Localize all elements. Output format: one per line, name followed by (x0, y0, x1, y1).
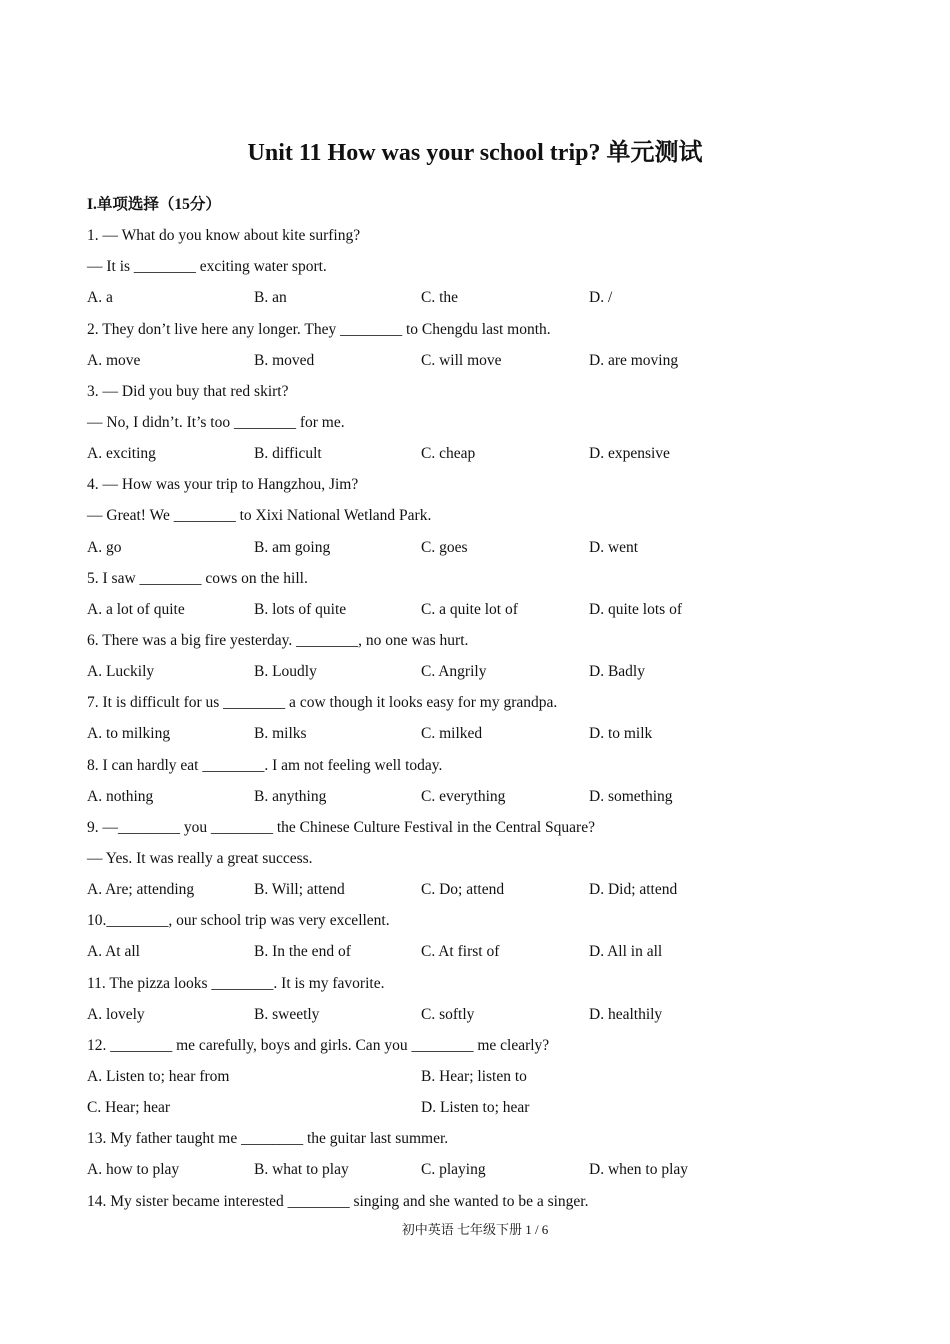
answer-option: D. went (589, 538, 639, 556)
answer-option: A. move (87, 351, 141, 369)
question-line: 9. —________ you ________ the Chinese Culture Festival in the Central Square? (87, 818, 595, 836)
answer-option: C. goes (421, 538, 468, 556)
answer-option: B. am going (254, 538, 331, 556)
answer-option: B. difficult (254, 445, 322, 463)
answer-option: A. nothing (87, 787, 154, 805)
question-line: — It is ________ exciting water sport. (87, 258, 327, 276)
answer-option: D. Did; attend (589, 881, 678, 899)
answer-option: C. At first of (421, 943, 500, 961)
answer-option: D. healthily (589, 1005, 663, 1023)
question-line: 6. There was a big fire yesterday. ________, no one was hurt. (87, 631, 469, 649)
answer-option: A. a lot of quite (87, 600, 185, 618)
answer-option: A. Listen to; hear from (87, 1067, 230, 1085)
answer-option: C. everything (421, 787, 506, 805)
answer-option: A. go (87, 538, 122, 556)
answer-option: C. Do; attend (421, 881, 505, 899)
question-line: 14. My sister became interested ________ singing and she wanted to be a singer. (87, 1192, 589, 1210)
answer-option: D. quite lots of (589, 600, 682, 618)
options-row (87, 874, 867, 905)
answer-option: C. cheap (421, 445, 476, 463)
answer-option: D. are moving (589, 351, 679, 369)
options-row (87, 1092, 867, 1123)
answer-option: B. milks (254, 725, 307, 743)
answer-option: B. In the end of (254, 943, 351, 961)
answer-option: B. Hear; listen to (421, 1067, 527, 1085)
page-title: Unit 11 How was your school trip? 单元测试 (247, 140, 703, 166)
answer-option: D. to milk (589, 725, 653, 743)
answer-option: D. / (589, 289, 613, 307)
answer-option: D. expensive (589, 445, 670, 463)
question-line: — Yes. It was really a great success. (87, 849, 313, 867)
options-row (87, 718, 867, 749)
answer-option: A. At all (87, 943, 140, 961)
options-row (87, 594, 867, 625)
answer-option: D. All in all (589, 943, 663, 961)
question-line: 12. ________ me carefully, boys and girls. Can you ________ me clearly? (87, 1036, 550, 1054)
question-line: 13. My father taught me ________ the guitar last summer. (87, 1130, 449, 1148)
answer-option: B. lots of quite (254, 600, 347, 618)
question-line: 8. I can hardly eat ________. I am not feeling well today. (87, 756, 443, 774)
question-line: 4. — How was your trip to Hangzhou, Jim? (87, 476, 359, 494)
answer-option: D. Badly (589, 663, 645, 681)
options-row (87, 781, 867, 812)
answer-option: C. Hear; hear (87, 1099, 171, 1117)
answer-option: A. Luckily (87, 663, 155, 681)
options-row (87, 936, 867, 967)
question-line: 7. It is difficult for us ________ a cow though it looks easy for my grandpa. (87, 694, 558, 712)
options-row (87, 345, 867, 376)
answer-option: C. will move (421, 351, 502, 369)
answer-option: B. sweetly (254, 1005, 320, 1023)
answer-option: B. anything (254, 787, 327, 805)
question-line: 1. — What do you know about kite surfing? (87, 227, 361, 245)
document-body (87, 189, 867, 1217)
answer-option: C. playing (421, 1161, 486, 1179)
answer-option: B. Loudly (254, 663, 317, 681)
page-footer: 初中英语 七年级下册 1 / 6 (401, 1222, 549, 1237)
question-line: 11. The pizza looks ________. It is my favorite. (87, 974, 385, 992)
answer-option: C. a quite lot of (421, 600, 518, 618)
options-row (87, 438, 867, 469)
section-heading: I.单项选择（15分） (87, 196, 221, 213)
options-row (87, 656, 867, 687)
answer-option: B. an (254, 289, 287, 307)
answer-option: A. a (87, 289, 113, 307)
options-row (87, 532, 867, 563)
answer-option: A. lovely (87, 1005, 145, 1023)
answer-option: D. Listen to; hear (421, 1099, 530, 1117)
answer-option: A. how to play (87, 1161, 180, 1179)
options-row (87, 999, 867, 1030)
question-line: 2. They don’t live here any longer. They ________ to Chengdu last month. (87, 320, 551, 338)
answer-option: C. the (421, 289, 459, 307)
answer-option: A. Are; attending (87, 881, 195, 899)
question-line: — No, I didn’t. It’s too ________ for me. (87, 413, 345, 431)
options-row (87, 1154, 867, 1185)
options-row (87, 1061, 867, 1092)
options-row (87, 282, 867, 313)
answer-option: B. moved (254, 351, 315, 369)
answer-option: C. softly (421, 1005, 475, 1023)
answer-option: D. something (589, 787, 673, 805)
answer-option: B. Will; attend (254, 881, 345, 899)
answer-option: A. to milking (87, 725, 171, 743)
answer-option: B. what to play (254, 1161, 349, 1179)
answer-option: A. exciting (87, 445, 156, 463)
question-line: 10.________, our school trip was very excellent. (87, 912, 390, 930)
question-line: — Great! We ________ to Xixi National Wetland Park. (87, 507, 432, 525)
answer-option: D. when to play (589, 1161, 689, 1179)
answer-option: C. Angrily (421, 663, 487, 681)
question-line: 3. — Did you buy that red skirt? (87, 382, 289, 400)
answer-option: C. milked (421, 725, 483, 743)
question-line: 5. I saw ________ cows on the hill. (87, 569, 308, 587)
